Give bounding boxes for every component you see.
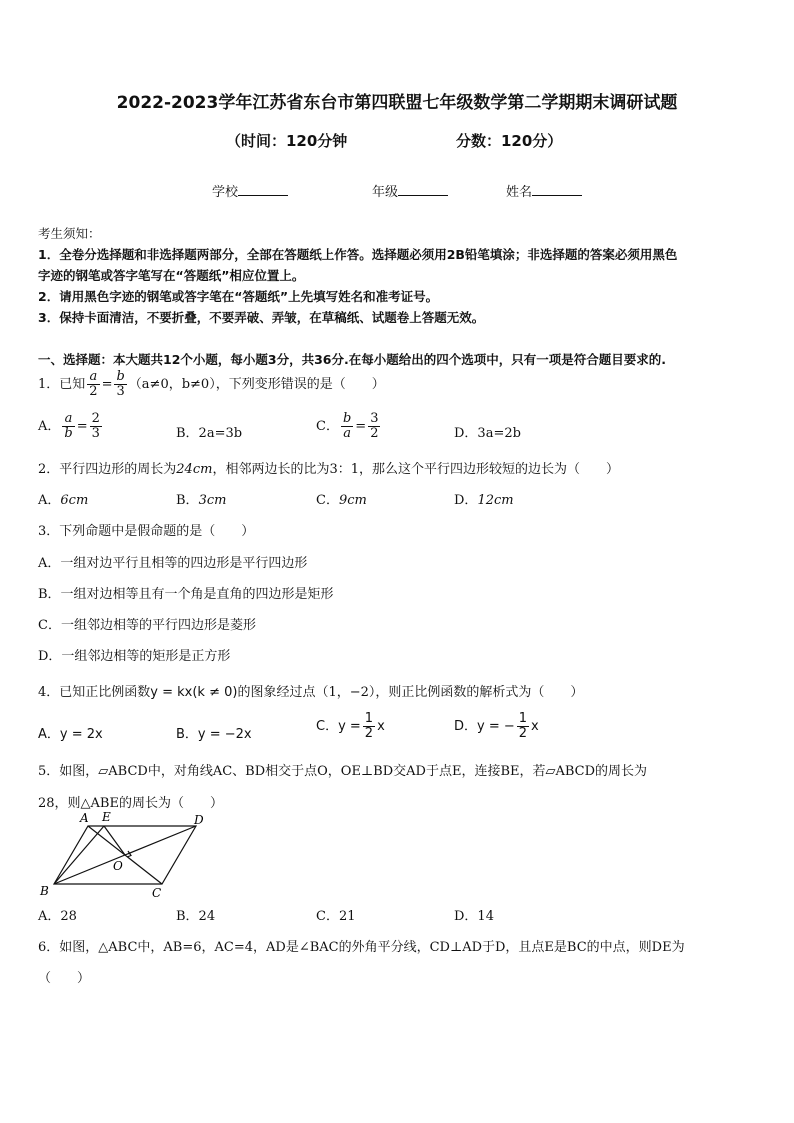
exam-title: 2022-2023学年江苏省东台市第四联盟七年级数学第二学期期末调研试题 (116, 93, 678, 113)
label-o: O (113, 859, 123, 873)
grade-blank (398, 183, 448, 196)
q2-option-d: D．12cm (454, 493, 514, 508)
question-6-line-2: （ ） (38, 971, 91, 986)
q2-option-c: C．9cm (316, 493, 367, 508)
question-1-stem: 1．已知 $\frac{a}{2}$ = $\frac{b}{3}$ （a≠0，b≠0），下列变形错误的是（ ） (38, 369, 385, 399)
label-a: A (80, 811, 89, 825)
label-b: B (40, 884, 49, 898)
question-6-line-1: 6．如图，△ABC中，AB=6，AC=4，AD是∠BAC的外角平分线，CD⊥AD于D，且点E是BC的中点，则DE为 (38, 940, 685, 955)
q5-parallelogram-figure (34, 808, 224, 900)
note-1-cont: 字迹的钢笔或答字笔写在“答题纸”相应位置上。 (38, 268, 305, 283)
name-label: 姓名 (506, 185, 533, 200)
question-4-stem: 4．已知正比例函数y = kx(k ≠ 0)的图象经过点（1，−2），则正比例函数的解析式为（ ） (38, 685, 584, 700)
label-c: C (152, 886, 162, 900)
q4-option-b: B．y = −2x (176, 727, 252, 742)
q3-option-b: B．一组对边相等且有一个角是直角的四边形是矩形 (38, 587, 334, 602)
grade-field (372, 181, 448, 200)
segment-be (54, 826, 104, 884)
notes-heading: 考生须知： (38, 226, 101, 241)
section-heading: 一、选择题：本大题共12个小题，每小题3分，共36分.在每小题给出的四个选项中，只有一项是符合题目要求的. (38, 352, 666, 367)
question-5-line-2: 28，则△ABE的周长为（ ） (38, 796, 223, 811)
name-blank (532, 183, 582, 196)
label-d: D (194, 813, 204, 827)
exam-score: 分数：120分） (456, 132, 563, 150)
q1-frac-a: $\frac{a}{2}$ (89, 369, 98, 399)
label-e: E (102, 810, 111, 824)
q5-option-d: D．14 (454, 909, 494, 924)
name-field (506, 181, 582, 200)
q1-option-b: B．2a=3b (176, 426, 243, 441)
note-1: 1．全卷分选择题和非选择题两部分，全部在答题纸上作答。选择题必须用2B铅笔填涂；非选择题的答案必须用黑色 (38, 247, 678, 262)
q3-option-c: C．一组邻边相等的平行四边形是菱形 (38, 618, 256, 633)
school-blank (238, 183, 288, 196)
q5-option-b: B．24 (176, 909, 216, 924)
school-field (212, 181, 288, 200)
q1-option-d: D．3a=2b (454, 426, 521, 441)
note-3: 3．保持卡面清洁，不要折叠，不要弄破、弄皱，在草稿纸、试题卷上答题无效。 (38, 310, 485, 325)
q5-option-a: A．28 (38, 909, 77, 924)
q4-option-d: D．y = − $\frac{1}{2}$ x (454, 711, 539, 741)
q1-option-a: A． $\frac{a}{b}$ = $\frac{2}{3}$ (38, 411, 100, 441)
school-label: 学校 (212, 185, 239, 200)
q2-option-a: A．6cm (38, 493, 89, 508)
grade-label: 年级 (372, 185, 399, 200)
q2-option-b: B．3cm (176, 493, 227, 508)
q4-option-c: C．y = $\frac{1}{2}$ x (316, 711, 385, 741)
question-5-line-1: 5．如图，▱ABCD中，对角线AC、BD相交于点O，OE⊥BD交AD于点E，连接BE，若▱ABCD的周长为 (38, 764, 648, 779)
exam-time: （时间：120分钟 (226, 132, 348, 150)
q1-option-c: C． $\frac{b}{a}$ = $\frac{3}{2}$ (316, 411, 379, 441)
q5-option-c: C．21 (316, 909, 356, 924)
q1-frac-b: $\frac{b}{3}$ (116, 369, 125, 399)
question-2-stem: 2．平行四边形的周长为24cm，相邻两边长的比为3：1，那么这个平行四边形较短的边长为（ ） (38, 462, 619, 477)
question-3-stem: 3．下列命题中是假命题的是（ ） (38, 524, 255, 539)
q1-prefix: 1．已知 (38, 377, 86, 392)
q1-condition: （a≠0，b≠0），下列变形错误的是（ ） (128, 377, 385, 392)
note-2: 2．请用黑色字迹的钢笔或答字笔在“答题纸”上先填写姓名和准考证号。 (38, 289, 439, 304)
q3-option-a: A．一组对边平行且相等的四边形是平行四边形 (38, 556, 308, 571)
q4-option-a: A．y = 2x (38, 727, 103, 742)
q3-option-d: D．一组邻边相等的矩形是正方形 (38, 649, 231, 664)
